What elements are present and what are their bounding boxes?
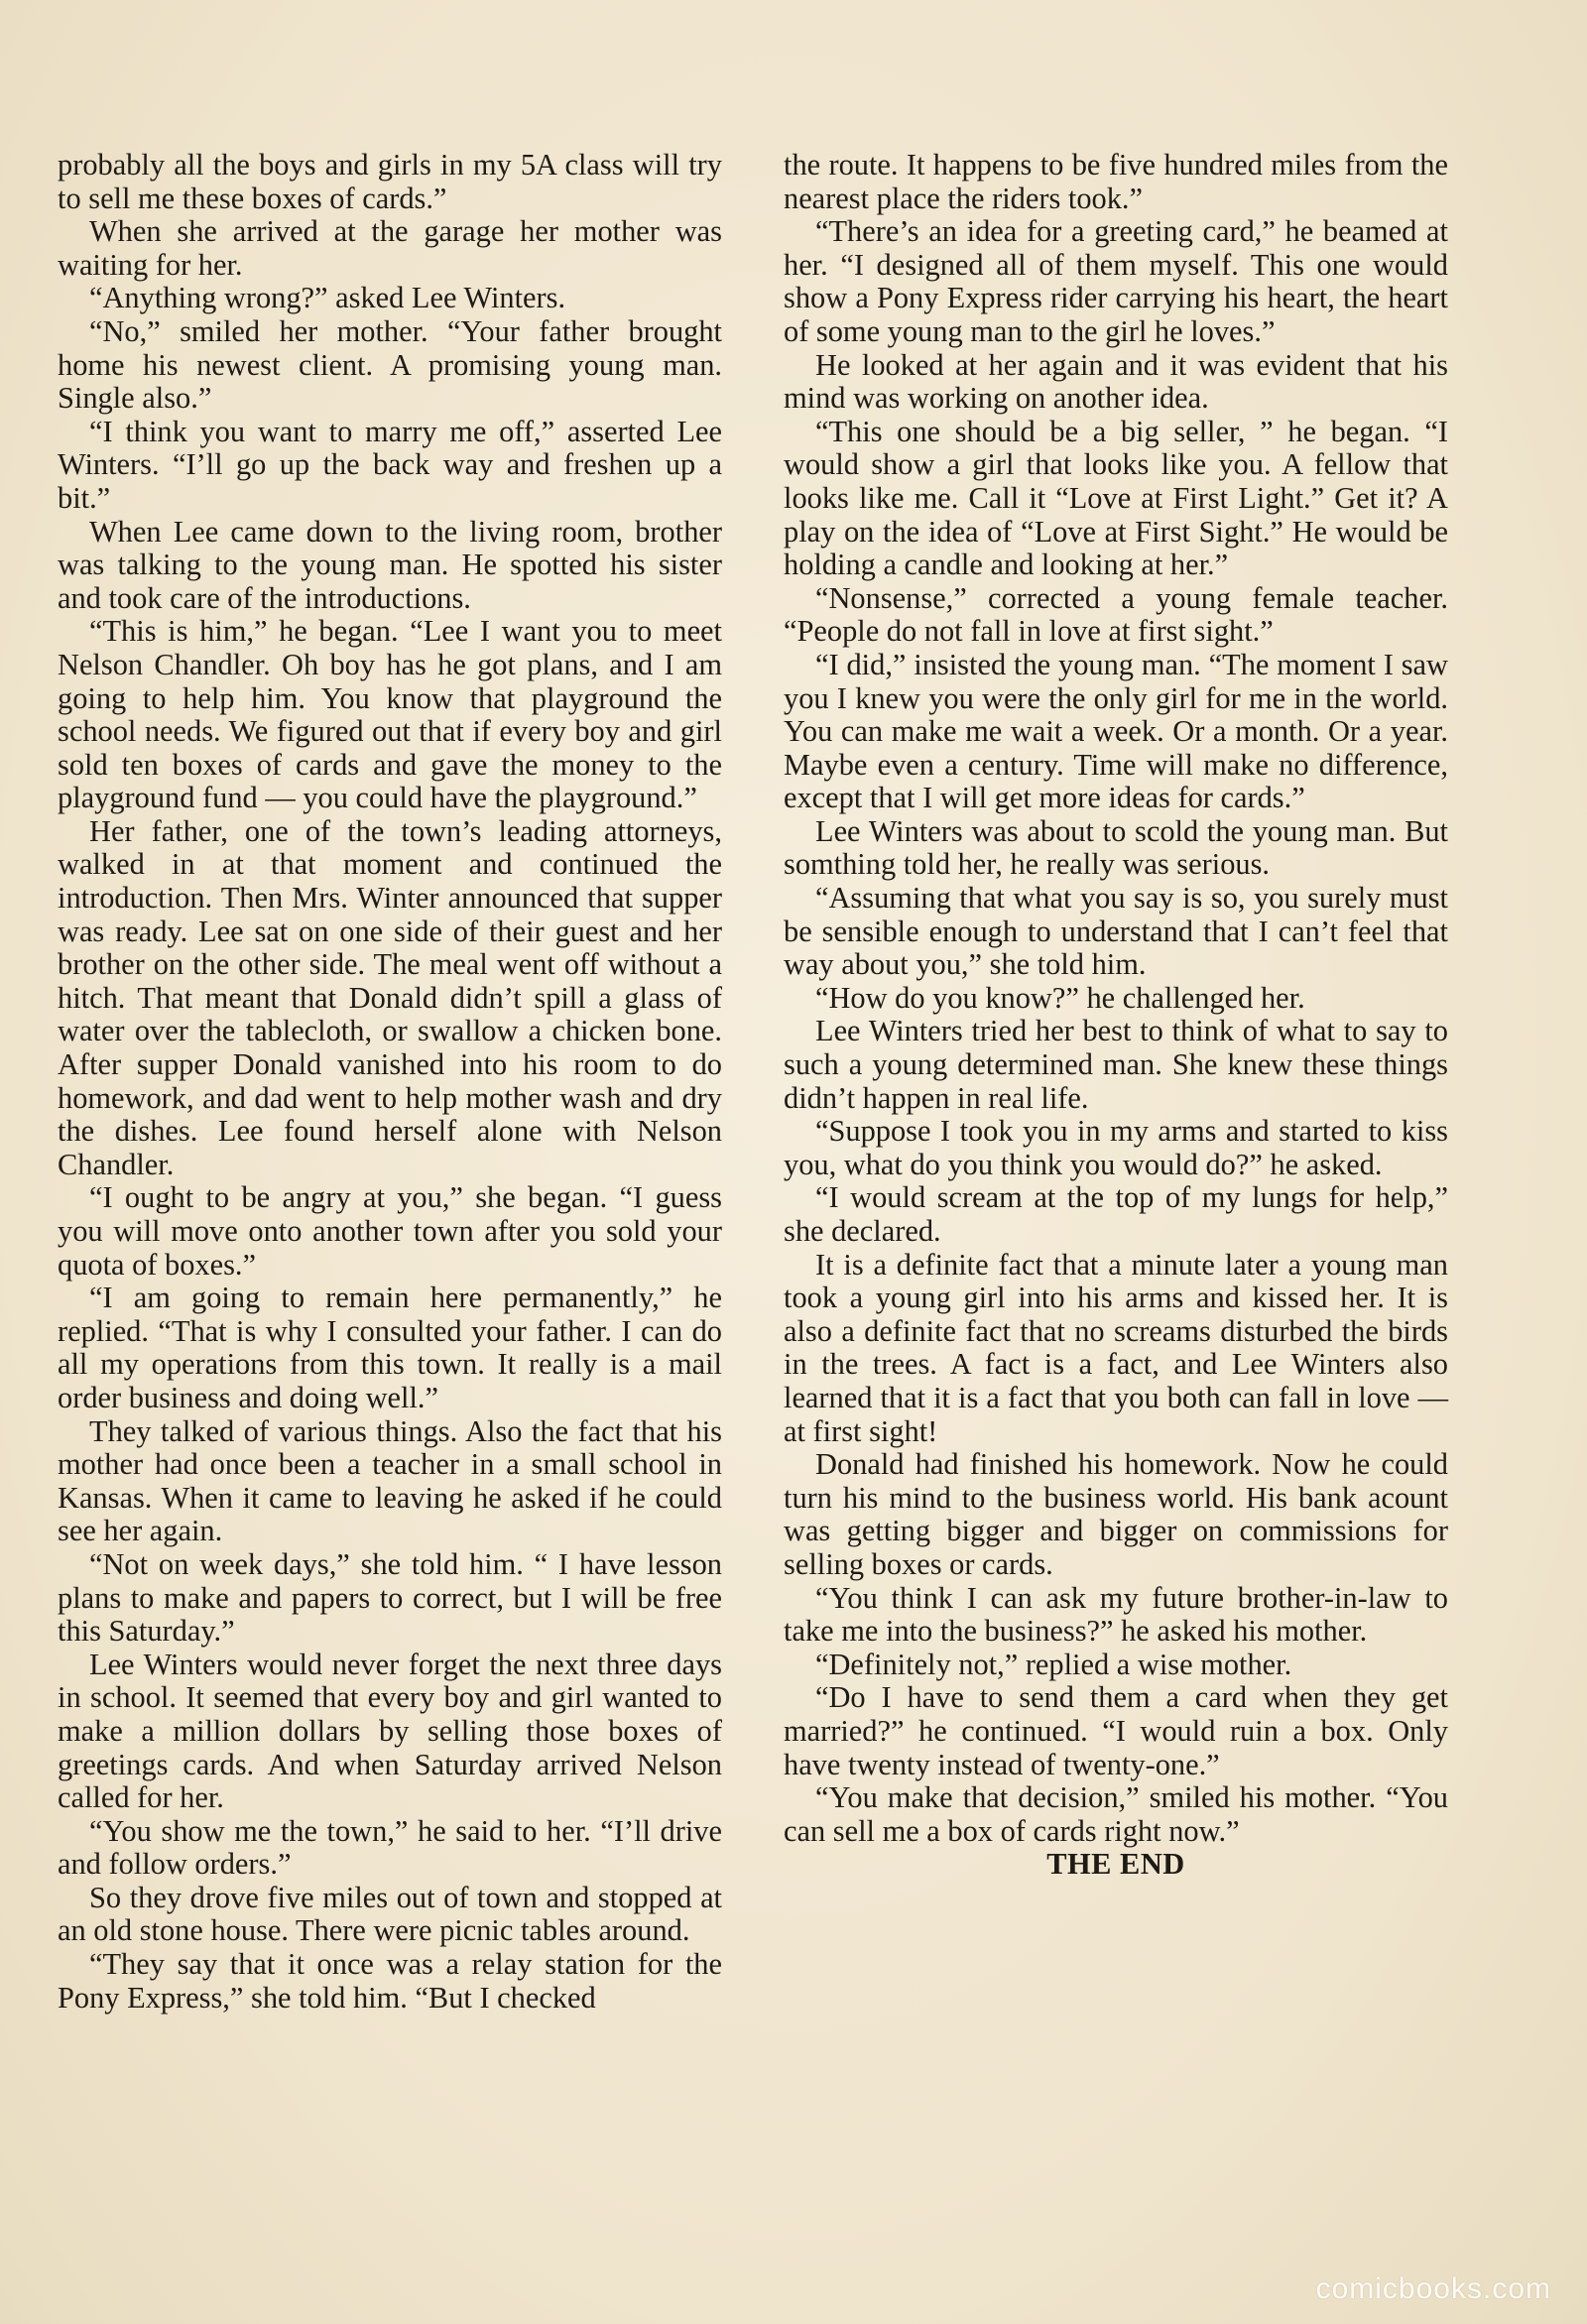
paragraph: “You show me the town,” he said to her. “I’ll drive and follow orders.” xyxy=(58,1813,722,1882)
paragraph: “You think I can ask my future brother-in-law to take me into the business?” he asked his mother. xyxy=(784,1580,1448,1649)
paragraph: “Anything wrong?” asked Lee Winters. xyxy=(89,281,566,315)
paragraph: “I think you want to marry me off,” asserted Lee Winters. “I’ll go up the back way and freshen up a bit.” xyxy=(58,414,722,515)
the-end-heading: THE END xyxy=(1046,1847,1185,1882)
paragraph: They talked of various things. Also the fact that his mother had once been a teacher in a small school in Kansas. When it came to leaving he asked if he could see her again. xyxy=(58,1413,722,1548)
paragraph: “This is him,” he began. “Lee I want you to meet Nelson Chandler. Oh boy has he got plans, and I am going to help him. You know that playground the school needs. We figured out that if every boy and girl sold ten boxes of cards and gave the money to the playground fund — you could have the playground.” xyxy=(58,614,722,815)
paragraph: “This one should be a big seller, ” he began. “I would show a girl that looks like you. A fellow that looks like me. Call it “Love at First Light.” Get it? A play on the idea of “Love at First Sight.” He would be holding a candle and looking at her.” xyxy=(784,414,1448,582)
paragraph: “How do you know?” he challenged her. xyxy=(815,980,1305,1015)
paragraph: “I did,” insisted the young man. “The moment I saw you I knew you were the only girl for me in the world. You can make me wait a week. Or a month. Or a year. Maybe even a century. Time will make no difference, except that I will get more ideas for cards.” xyxy=(784,647,1448,815)
left-text-column xyxy=(58,149,722,2015)
paragraph: Donald had finished his homework. Now he could turn his mind to the business world. His bank acount was getting bigger and bigger on commissions for selling boxes or cards. xyxy=(784,1447,1448,1581)
paragraph: “You make that decision,” smiled his mother. “You can sell me a box of cards right now.” xyxy=(784,1780,1448,1848)
paragraph: “I am going to remain here permanently,” he replied. “That is why I consulted your father. I can do all my operations from this town. It really is a mail order business and doing well.” xyxy=(58,1281,722,1414)
right-text-column xyxy=(784,149,1448,1882)
paragraph: “Nonsense,” corrected a young female teacher. “People do not fall in love at first sight.” xyxy=(784,580,1448,649)
paragraph: the route. It happens to be five hundred miles from the nearest place the riders took.” xyxy=(784,148,1448,215)
paragraph: “I ought to be angry at you,” she began. “I guess you will move onto another town after you sold your quota of boxes.” xyxy=(58,1180,722,1282)
paragraph: Her father, one of the town’s leading attorneys, walked in at that moment and continued the introduction. Then Mrs. Winter announced that supper was ready. Lee sat on one side of their guest and her brother on the other side. The meal went off without a hitch. That meant that Donald didn’t spill a glass of water over the tablecloth, or swallow a chicken bone. After supper Donald vanished into his room to do homework, and dad went to help mother wash and dry the dishes. Lee found herself alone with Nelson Chandler. xyxy=(58,813,722,1181)
paragraph: When she arrived at the garage her mother was waiting for her. xyxy=(58,214,722,282)
paragraph: “No,” smiled her mother. “Your father brought home his newest client. A promising young man. Single also.” xyxy=(58,313,722,416)
paragraph: Lee Winters would never forget the next three days in school. It seemed that every boy and girl wanted to make a million dollars by selling those boxes of greetings cards. And when Saturday arrived Nelson called for her. xyxy=(58,1647,722,1815)
paragraph: “There’s an idea for a greeting card,” he beamed at her. “I designed all of them myself. This one would show a Pony Express rider carrying his heart, the heart of some young man to the girl he loves.” xyxy=(784,214,1448,348)
paragraph: “Not on week days,” she told him. “ I have lesson plans to make and papers to correct, but I will be free this Saturday.” xyxy=(58,1546,722,1649)
paragraph: “They say that it once was a relay station for the Pony Express,” she told him. “But I checked xyxy=(58,1947,722,2015)
paragraph: When Lee came down to the living room, brother was talking to the young man. He spotted his sister and took care of the introductions. xyxy=(58,514,722,615)
watermark: comicbooks.com xyxy=(1315,2272,1551,2305)
paragraph: “Suppose I took you in my arms and started to kiss you, what do you think you would do?” he asked. xyxy=(784,1114,1448,1181)
paragraph: Lee Winters tried her best to think of what to say to such a young determined man. She knew these things didn’t happen in real life. xyxy=(784,1014,1448,1115)
paragraph: “Definitely not,” replied a wise mother. xyxy=(815,1647,1292,1681)
paragraph: He looked at her again and it was evident that his mind was working on another idea. xyxy=(784,347,1448,416)
paragraph: probably all the boys and girls in my 5A class will try to sell me these boxes of cards.” xyxy=(58,148,722,215)
paragraph: So they drove five miles out of town and stopped at an old stone house. There were picnic tables around. xyxy=(58,1880,722,1948)
paragraph: “I would scream at the top of my lungs for help,” she declared. xyxy=(784,1180,1448,1248)
paragraph: It is a definite fact that a minute later a young man took a young girl into his arms and kissed her. It is also a definite fact that no screams disturbed the birds in the trees. A fact is a fact, and Lee Winters also learned that it is a fact that you both can fall in love — at first sight! xyxy=(784,1247,1448,1448)
paragraph: Lee Winters was about to scold the young man. But somthing told her, he really was serious. xyxy=(784,813,1448,882)
paragraph: “Assuming that what you say is so, you surely must be sensible enough to understand that I can’t feel that way about you,” she told him. xyxy=(784,881,1448,982)
paragraph: “Do I have to send them a card when they get married?” he continued. “I would ruin a box. Only have twenty instead of twenty-one.” xyxy=(784,1680,1448,1781)
